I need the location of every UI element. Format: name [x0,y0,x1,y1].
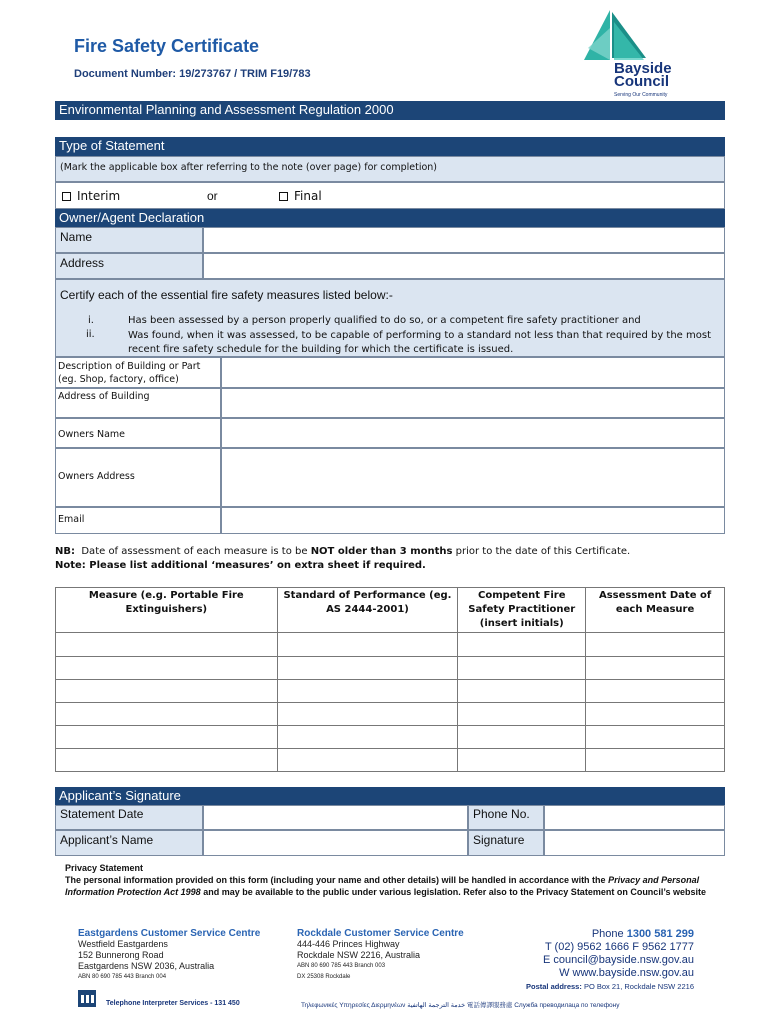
table-row [56,633,725,657]
date-cell[interactable] [586,680,725,703]
address-label: Address [60,256,105,270]
measure-cell[interactable] [56,726,278,749]
email-label: Email [58,514,85,525]
council-website[interactable]: W www.bayside.nsw.gov.au [559,967,694,979]
standard-cell[interactable] [277,749,458,772]
interim-option[interactable] [62,189,120,203]
applicant-name-label-cell [55,830,203,856]
date-cell[interactable] [586,726,725,749]
address-field[interactable] [203,253,725,279]
email-field[interactable] [221,507,725,534]
privacy-statement [65,862,715,898]
measure-cell[interactable] [56,633,278,657]
interim-checkbox[interactable] [62,192,71,201]
statement-date-label-cell [55,805,203,830]
final-option[interactable] [279,189,322,203]
contact-block [470,928,694,993]
eastgardens-line-4: ABN 80 690 785 443 Branch 004 [78,974,167,980]
standard-header: Standard of Performance (eg. AS 2444-2001) [277,588,458,633]
statement-instruction-band [55,156,725,182]
or-label: or [207,189,218,203]
type-of-statement-bar: Type of Statement [55,137,725,156]
practitioner-cell[interactable] [458,633,586,657]
logo-name-1: Bayside [614,60,672,77]
item-1-number: i. [88,315,94,326]
interpreter-icon [78,990,96,1007]
nb-bold: NOT older than 3 months [310,546,453,557]
eastgardens-centre [78,928,298,983]
eastgardens-line-1: Westfield Eastgardens [78,939,168,949]
date-cell[interactable] [586,749,725,772]
interpreter-languages: Τηλεφωνικές Υπηρεσίες Διερμηνέων خدمة الترجمة الهاتفية 電話傳譯服務處 Служба преводилаца по телефону [301,1002,620,1009]
address-label-cell [55,253,203,279]
bayside-logo [580,8,690,104]
item-2-text: Was found, when it was assessed, to be capable of performing to a standard not less than that required by the most recent fire safety schedule for the building for which the certificate is issued. [128,330,711,355]
eastgardens-line-2: 152 Bunnerong Road [78,950,164,960]
date-cell[interactable] [586,703,725,726]
nb-label: NB: [55,546,75,557]
phone-title: Phone [591,928,624,940]
owner-declaration-bar: Owner/Agent Declaration [55,209,725,227]
phone-label-cell [468,805,544,830]
practitioner-cell[interactable] [458,749,586,772]
privacy-act: Privacy and Personal Information Protection Act 1998 [65,875,700,897]
measures-table [55,587,725,772]
name-label: Name [60,230,93,244]
standard-cell[interactable] [277,633,458,657]
nb-text-2: prior to the date of this Certificate. [452,546,631,557]
name-field[interactable] [203,227,725,253]
signature-field[interactable] [544,830,725,856]
applicant-name-field[interactable] [203,830,468,856]
postal-label: Postal address: [525,982,582,991]
regulation-bar: Environmental Planning and Assessment Regulation 2000 [55,101,725,120]
owners-address-field[interactable] [221,448,725,507]
rockdale-title: Rockdale Customer Service Centre [297,928,464,939]
logo-tagline: Serving Our Community [614,92,668,98]
practitioner-header: Competent Fire Safety Practitioner (insert initials) [458,588,586,633]
page-title: Fire Safety Certificate [74,36,260,56]
interim-label: Interim [77,189,121,203]
table-row [56,749,725,772]
measure-cell[interactable] [56,703,278,726]
final-checkbox[interactable] [279,192,288,201]
date-cell[interactable] [586,633,725,657]
standard-cell[interactable] [277,726,458,749]
eastgardens-line-3: Eastgardens NSW 2036, Australia [78,961,215,971]
final-label: Final [294,189,322,203]
standard-cell[interactable] [277,703,458,726]
applicant-signature-bar: Applicant’s Signature [55,787,725,805]
measure-cell[interactable] [56,680,278,703]
building-address-label: Address of Building [58,391,150,402]
statement-date-field[interactable] [203,805,468,830]
privacy-title: Privacy Statement [65,863,144,873]
document-number: Document Number: 19/273767 / TRIM F19/783 [74,68,311,80]
owners-address-label: Owners Address [58,471,135,482]
privacy-body [65,874,715,898]
building-address-field[interactable] [221,388,725,418]
extra-sheet-note: Note: Please list additional ‘measures’ on extra sheet if required. [55,560,426,571]
measure-header: Measure (e.g. Portable Fire Extinguishers) [56,588,278,633]
phone-label: Phone No. [473,807,530,821]
practitioner-cell[interactable] [458,657,586,680]
measure-cell[interactable] [56,657,278,680]
privacy-text-1: The personal information provided on this form (including your name and other details) will be handled in accordance with the [65,875,609,885]
nb-text-1: Date of assessment of each measure is to be [81,546,311,557]
privacy-text-2: and may be available to the public under various legislation. Refer also to the Privacy Statement on Council’s website [200,887,706,897]
applicant-name-label: Applicant’s Name [60,833,154,847]
signature-label-cell [468,830,544,856]
logo-name-2: Council [614,73,669,90]
rockdale-line-3: ABN 80 690 785 443 Branch 003 [297,963,386,969]
table-row [56,657,725,680]
practitioner-cell[interactable] [458,703,586,726]
standard-cell[interactable] [277,680,458,703]
table-row [56,680,725,703]
certify-text: Certify each of the essential fire safety measures listed below:- [60,288,393,302]
statement-instruction: (Mark the applicable box after referring to the note (over page) for completion) [60,162,438,173]
interpreter-services: Telephone Interpreter Services - 131 450 [106,1000,240,1007]
rockdale-line-1: 444-446 Princes Highway [297,939,400,949]
item-2-number: ii. [86,329,95,340]
statement-date-label: Statement Date [60,807,144,821]
certify-block [55,279,725,357]
name-label-cell [55,227,203,253]
owners-name-label-cell [55,418,221,448]
eastgardens-title: Eastgardens Customer Service Centre [78,928,261,939]
item-1-text: Has been assessed by a person properly qualified to do so, or a competent fire safety practitioner and [128,315,641,326]
sail-logo-icon [580,8,660,64]
phone-number[interactable]: 1300 581 299 [626,928,694,940]
building-desc-field[interactable] [221,357,725,388]
measure-cell[interactable] [56,749,278,772]
standard-cell[interactable] [277,657,458,680]
building-desc-label: Description of Building or Part (eg. Shop, factory, office) [58,361,201,385]
postal-address: PO Box 21, Rockdale NSW 2216 [583,982,694,991]
table-row [56,726,725,749]
statement-options [55,182,725,209]
council-email[interactable]: E council@bayside.nsw.gov.au [543,954,694,966]
building-desc-label-cell [55,357,221,388]
assessment-date-header: Assessment Date of each Measure [586,588,725,633]
practitioner-cell[interactable] [458,726,586,749]
owners-address-label-cell [55,448,221,507]
owners-name-field[interactable] [221,418,725,448]
rockdale-line-4: DX 25308 Rockdale [297,974,351,980]
building-address-label-cell [55,388,221,418]
practitioner-cell[interactable] [458,680,586,703]
rockdale-line-2: Rockdale NSW 2216, Australia [297,950,421,960]
signature-label: Signature [473,833,525,847]
nb-note [55,546,630,557]
owners-name-label: Owners Name [58,429,126,440]
tel-fax: T (02) 9562 1666 F 9562 1777 [544,941,694,953]
email-label-cell [55,507,221,534]
date-cell[interactable] [586,657,725,680]
table-row [56,703,725,726]
phone-field[interactable] [544,805,725,830]
